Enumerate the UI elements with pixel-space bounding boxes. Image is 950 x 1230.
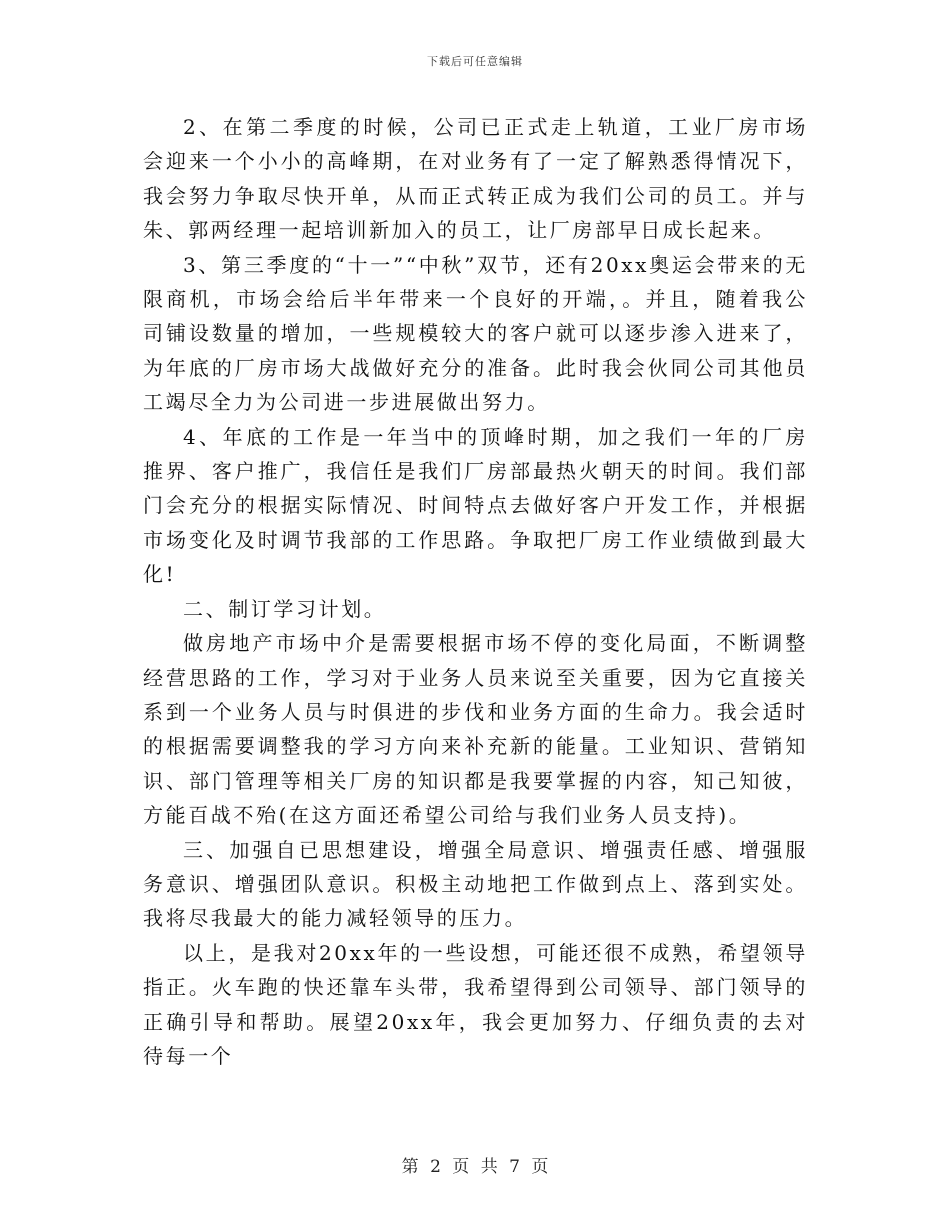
page-header: 下载后可任意编辑 — [427, 55, 523, 68]
paragraph-conclusion: 以上，是我对20xx年的一些设想，可能还很不成熟，希望领导指正。火车跑的快还靠车头带，我希望得到公司领导、部门领导的正确引导和帮助。展望20xx年，我会更加努力、仔细负责的去对待每一个 — [143, 940, 808, 1068]
page-number-footer: 第 2 页 共 7 页 — [401, 1157, 549, 1177]
paragraph-q3-plan: 3、第三季度的“十一”“中秋”双节，还有20xx奥运会带来的无限商机，市场会给后半年带来一个良好的开端，。并且，随着我公司铺设数量的增加，一些规模较大的客户就可以逐步渗入进来了，为年底的厂房市场大战做好充分的准备。此时我会伙同公司其他员工竭尽全力为公司进一步进展做出努力。 — [143, 252, 808, 415]
paragraph-q2-plan: 2、在第二季度的时候，公司已正式走上轨道，工业厂房市场会迎来一个小小的高峰期，在对业务有了一定了解熟悉得情况下，我会努力争取尽快开单，从而正式转正成为我们公司的员工。并与朱、郭两经理一起培训新加入的员工，让厂房部早日成长起来。 — [143, 115, 808, 243]
section-heading-self-improvement: 三、加强自已思想建设，增强全局意识、增强责任感、增强服务意识、增强团队意识。积极主动地把工作做到点上、落到实处。我将尽我最大的能力减轻领导的压力。 — [143, 837, 808, 931]
paragraph-study-plan: 做房地产市场中介是需要根据市场不停的变化局面，不断调整经营思路的工作，学习对于业务人员来说至关重要，因为它直接关系到一个业务人员与时俱进的步伐和业务方面的生命力。我会适时的根据需要调整我的学习方向来补充新的能量。工业知识、营销知识、部门管理等相关厂房的知识都是我要掌握的内容，知己知彼，方能百战不殆(在这方面还希望公司给与我们业务人员支持)。 — [143, 631, 808, 828]
section-heading-study-plan: 二、制订学习计划。 — [183, 596, 387, 621]
document-body — [143, 110, 808, 1073]
paragraph-year-end-plan: 4、年底的工作是一年当中的顶峰时期，加之我们一年的厂房推界、客户推广，我信任是我们厂房部最热火朝天的时间。我们部门会充分的根据实际情况、时间特点去做好客户开发工作，并根据市场变化及时调节我部的工作思路。争取把厂房工作业绩做到最大化! — [143, 424, 808, 587]
